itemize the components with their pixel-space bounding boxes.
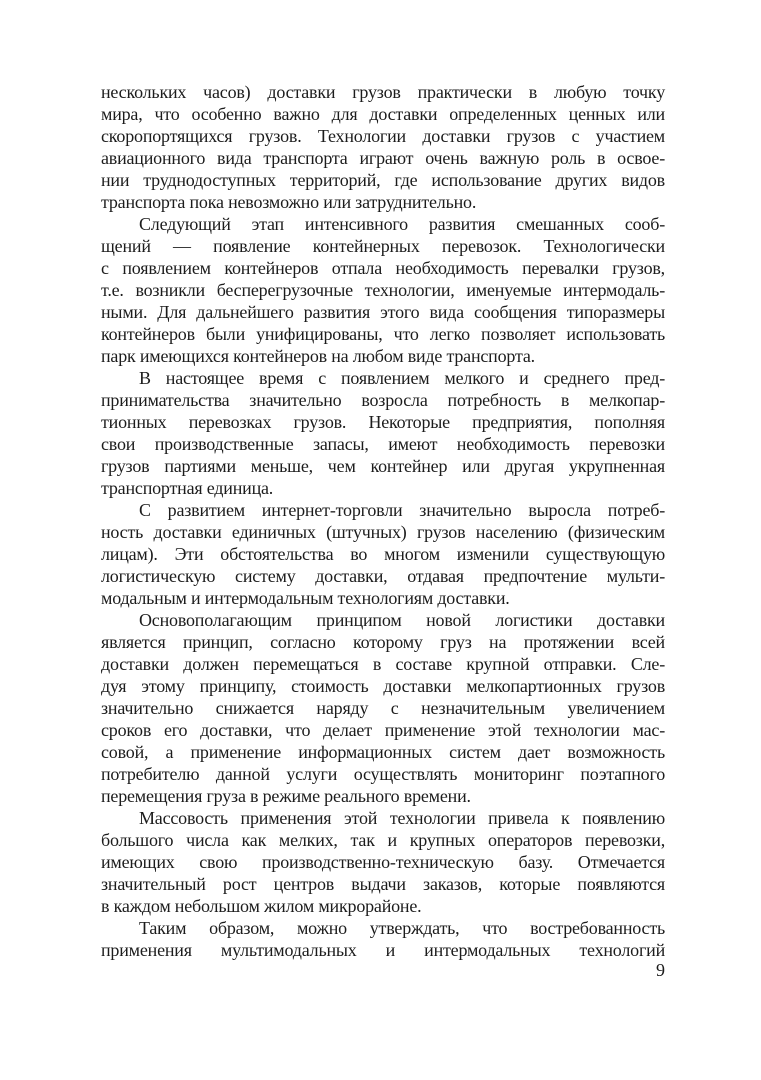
text-line: Массовость применения этой технологии привела к появлению — [139, 808, 665, 828]
text-line: скоропортящихся грузов. Технологии доставки грузов с участием — [101, 126, 665, 146]
paragraph — [101, 367, 665, 499]
text-line: тионных перевозках грузов. Некоторые предприятия, пополняя — [101, 412, 665, 432]
text-line: модальным и интермодальным технологиям доставки. — [101, 588, 510, 608]
text-line: с появлением контейнеров отпала необходимость перевалки грузов, — [101, 258, 665, 278]
text-line: в каждом небольшом жилом микрорайоне. — [101, 896, 422, 916]
text-line: авиационного вида транспорта играют очень важную роль в освое- — [101, 148, 665, 168]
text-line: т.е. возникли бесперегрузочные технологии, именуемые интермодаль- — [101, 280, 665, 300]
text-line: контейнеров были унифицированы, что легко позволяет использовать — [101, 324, 665, 344]
text-line: В настоящее время с появлением мелкого и среднего пред- — [139, 368, 665, 388]
text-line: совой, а применение информационных систем дает возможность — [101, 742, 665, 762]
text-line: парк имеющихся контейнеров на любом виде транспорта. — [101, 346, 535, 366]
text-line: ность доставки единичных (штучных) грузов населению (физическим — [101, 522, 665, 542]
text-line: мира, что особенно важно для доставки определенных ценных или — [101, 104, 665, 124]
text-line: сроков его доставки, что делает применение этой технологии мас- — [101, 720, 665, 740]
text-line: лицам). Эти обстоятельства во многом изменили существующую — [101, 544, 665, 564]
text-line: ными. Для дальнейшего развития этого вида сообщения типоразмеры — [101, 302, 665, 322]
paragraph — [101, 917, 665, 961]
text-line: транспорта пока невозможно или затруднительно. — [101, 192, 477, 212]
paragraph — [101, 499, 665, 609]
text-line: большого числа как мелких, так и крупных операторов перевозки, — [101, 830, 665, 850]
text-line: нескольких часов) доставки грузов практически в любую точку — [101, 82, 665, 102]
text-line: С развитием интернет-торговли значительно выросла потреб- — [139, 500, 665, 520]
text-line: Таким образом, можно утверждать, что востребованность — [139, 918, 665, 938]
text-line: значительный рост центров выдачи заказов, которые появляются — [101, 874, 665, 894]
text-line: принимательства значительно возросла потребность в мелкопар- — [101, 390, 665, 410]
text-line: нии труднодоступных территорий, где использование других видов — [101, 170, 665, 190]
text-line: дуя этому принципу, стоимость доставки мелкопартионных грузов — [101, 676, 665, 696]
page-number: 9 — [656, 960, 665, 980]
text-line: грузов партиями меньше, чем контейнер или другая укрупненная — [101, 456, 665, 476]
text-line: значительно снижается наряду с незначительным увеличением — [101, 698, 665, 718]
page-text — [101, 81, 665, 961]
text-line: имеющих свою производственно-техническую базу. Отмечается — [101, 852, 665, 872]
text-line: транспортная единица. — [101, 478, 274, 498]
text-line: логистическую систему доставки, отдавая предпочтение мульти- — [101, 566, 665, 586]
paragraph — [101, 81, 665, 213]
paragraph — [101, 213, 665, 367]
paragraph — [101, 609, 665, 807]
text-line: Следующий этап интенсивного развития смешанных сооб- — [139, 214, 665, 234]
text-line: применения мультимодальных и интермодальных технологий — [101, 940, 665, 960]
text-line: Основополагающим принципом новой логистики доставки — [139, 610, 665, 630]
paragraph — [101, 807, 665, 917]
text-line: потребителю данной услуги осуществлять мониторинг поэтапного — [101, 764, 665, 784]
text-line: свои производственные запасы, имеют необходимость перевозки — [101, 434, 665, 454]
text-line: является принцип, согласно которому груз на протяжении всей — [101, 632, 665, 652]
text-line: перемещения груза в режиме реального времени. — [101, 786, 471, 806]
text-line: щений — появление контейнерных перевозок. Технологически — [101, 236, 665, 256]
text-line: доставки должен перемещаться в составе крупной отправки. Сле- — [101, 654, 665, 674]
